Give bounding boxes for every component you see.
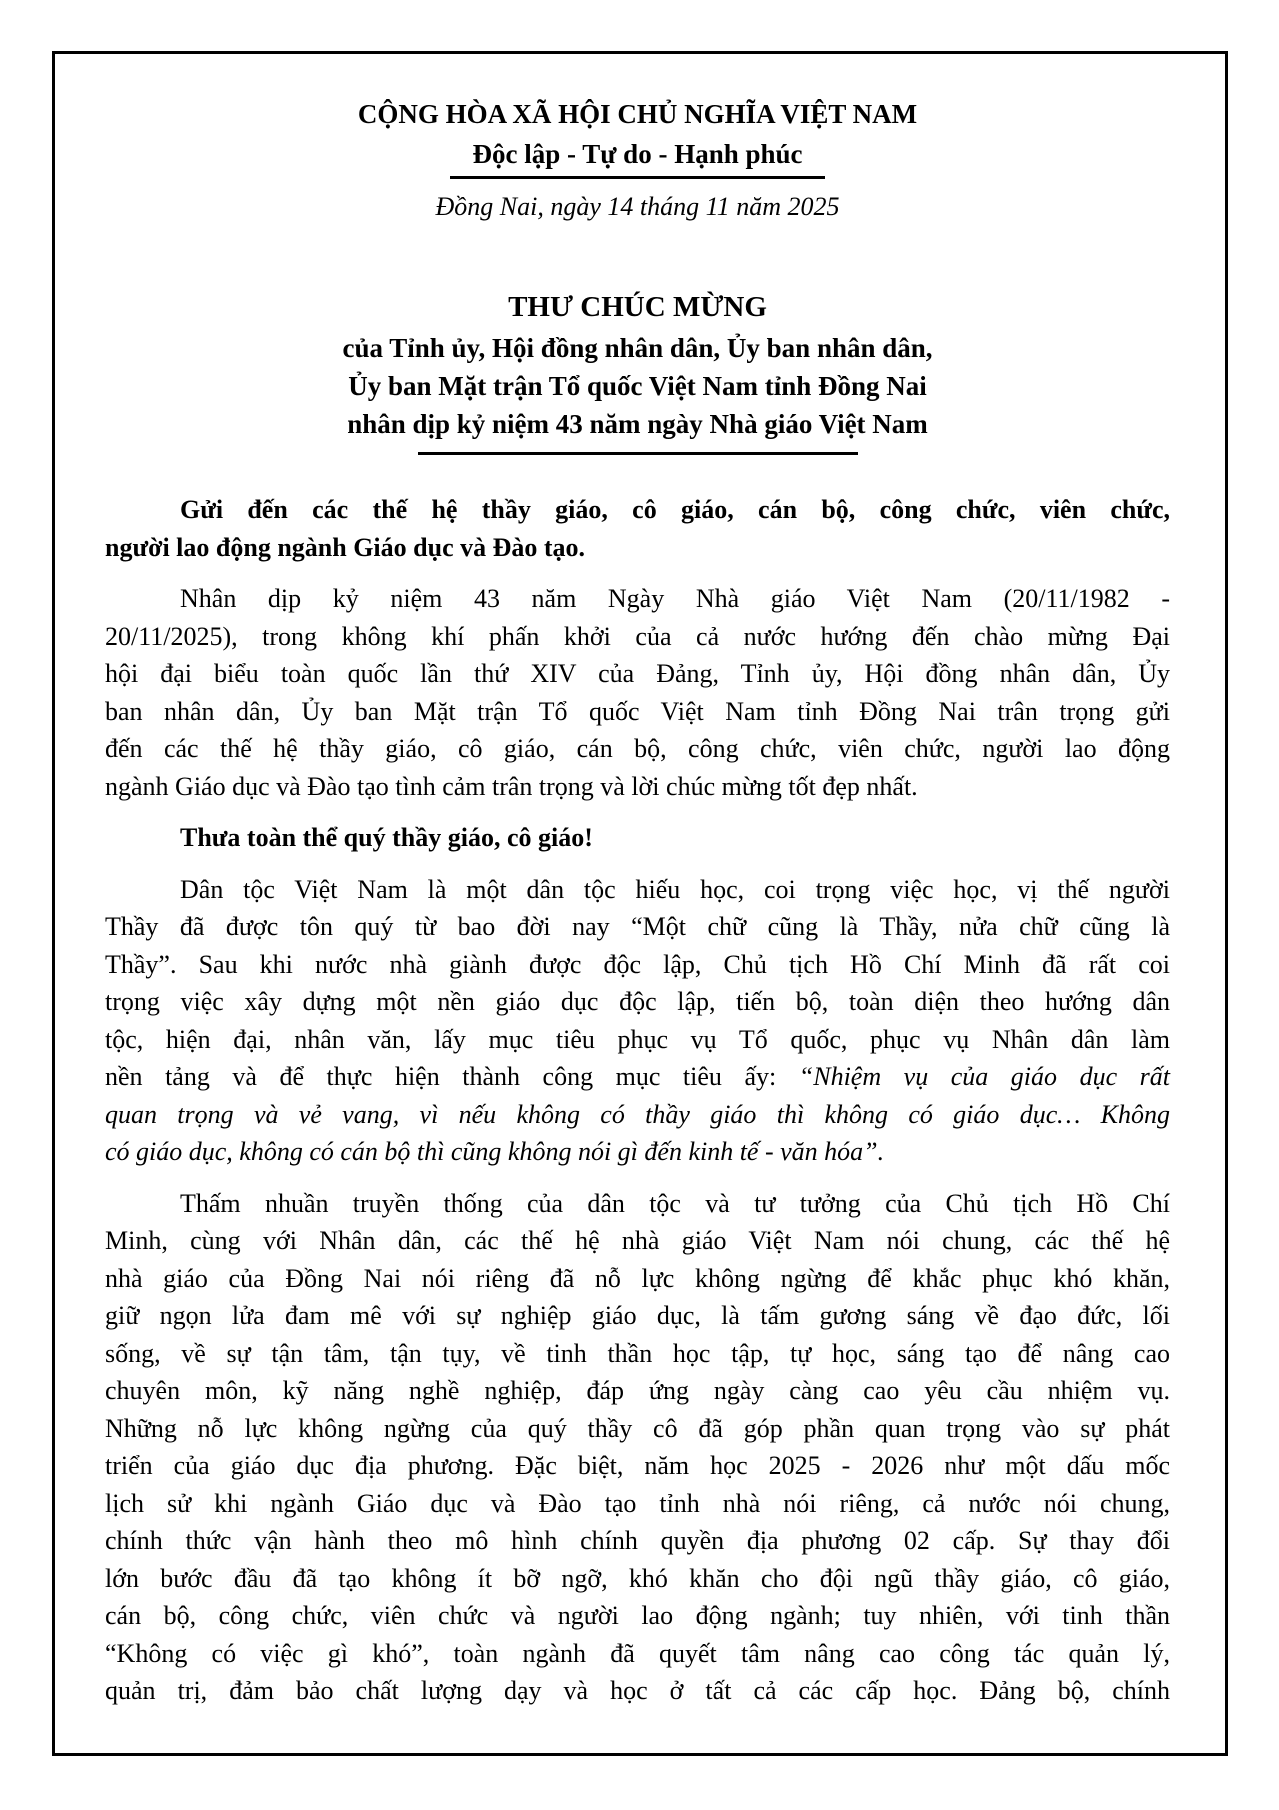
text-segment: trọng việc xây dựng một nền giáo dục độc lập, tiến bộ, toàn diện theo hướng dân bbox=[105, 987, 1170, 1016]
text-segment: “Không có việc gì khó”, toàn ngành đã quyết tâm nâng cao công tác quản lý, bbox=[105, 1638, 1170, 1668]
page-frame bbox=[52, 51, 1228, 1756]
text-line bbox=[105, 693, 1170, 731]
text-line bbox=[105, 983, 1170, 1021]
text-segment: Thầy đã được tôn quý từ bao đời nay “Một chữ cũng là Thầy, nửa chữ cũng là bbox=[105, 912, 1170, 941]
text-line bbox=[105, 1021, 1170, 1059]
document-subtitle-line-2: Ủy ban Mặt trận Tổ quốc Việt Nam tỉnh Đồng Nai bbox=[348, 371, 927, 401]
text-segment: chuyên môn, kỹ năng nghề nghiệp, đáp ứng ngày càng cao yêu cầu nhiệm vụ. bbox=[105, 1376, 1170, 1405]
text-line bbox=[105, 529, 1170, 567]
text-line bbox=[105, 1635, 1170, 1673]
text-segment: lớn bước đầu đã tạo không ít bỡ ngỡ, khó khăn cho đội ngũ thầy giáo, cô giáo, bbox=[105, 1563, 1170, 1593]
text-segment: giữ ngọn lửa đam mê với sự nghiệp giáo dục, là tấm gương sáng về đạo đức, lối bbox=[105, 1301, 1170, 1330]
text-line bbox=[105, 946, 1170, 984]
text-line bbox=[105, 768, 1170, 806]
title-divider bbox=[418, 452, 858, 455]
text-segment: hội đại biểu toàn quốc lần thứ XIV của Đảng, Tỉnh ủy, Hội đồng nhân dân, Ủy bbox=[105, 659, 1170, 688]
text-line bbox=[105, 1058, 1170, 1096]
text-line bbox=[105, 1096, 1170, 1134]
document-body bbox=[105, 491, 1170, 1710]
text-line bbox=[105, 1485, 1170, 1523]
text-line bbox=[105, 819, 1170, 857]
text-segment: chính thức vận hành theo mô hình chính quyền địa phương 02 cấp. Sự thay đổi bbox=[105, 1526, 1170, 1555]
text-segment: ban nhân dân, Ủy ban Mặt trận Tổ quốc Việt Nam tỉnh Đồng Nai trân trọng gửi bbox=[105, 696, 1170, 726]
text-segment: quản trị, đảm bảo chất lượng dạy và học ở tất cả các cấp học. Đảng bộ, chính bbox=[105, 1676, 1170, 1705]
text-line bbox=[105, 1185, 1170, 1223]
text-line bbox=[105, 1222, 1170, 1260]
text-segment: nền tảng và để thực hiện thành công mục tiêu ấy: bbox=[105, 1062, 799, 1091]
text-line bbox=[105, 1410, 1170, 1448]
text-line bbox=[105, 1672, 1170, 1710]
text-line bbox=[105, 1133, 1170, 1171]
paragraph-opening bbox=[105, 580, 1170, 805]
italic-text-segment: “Nhiệm vụ của giáo dục rất bbox=[798, 1062, 1170, 1091]
italic-text-segment: quan trọng và vẻ vang, vì nếu không có thầy giáo thì không có giáo dục… Không bbox=[105, 1099, 1170, 1129]
text-segment: cán bộ, công chức, viên chức và người lao động ngành; tuy nhiên, với tinh thần bbox=[105, 1601, 1170, 1630]
document-subtitle-line-1: của Tỉnh ủy, Hội đồng nhân dân, Ủy ban nhân dân, bbox=[342, 333, 933, 363]
document-subtitle-line-3: nhân dịp kỷ niệm 43 năm ngày Nhà giáo Việt Nam bbox=[347, 409, 928, 439]
text-segment: Minh, cùng với Nhân dân, các thế hệ nhà giáo Việt Nam nói chung, các thế hệ bbox=[105, 1226, 1170, 1255]
text-line bbox=[105, 1560, 1170, 1598]
text-segment: đến các thế hệ thầy giáo, cô giáo, cán bộ, công chức, viên chức, người lao động bbox=[105, 734, 1170, 763]
text-line bbox=[105, 1522, 1170, 1560]
text-segment: sống, về sự tận tâm, tận tụy, về tinh thần học tập, tự học, sáng tạo để nâng cao bbox=[105, 1338, 1170, 1368]
text-line bbox=[105, 871, 1170, 909]
text-segment: Những nỗ lực không ngừng của quý thầy cô đã góp phần quan trọng vào sự phát bbox=[105, 1413, 1170, 1443]
salutation-line bbox=[105, 819, 1170, 857]
text-line bbox=[105, 1597, 1170, 1635]
text-segment: nhà giáo của Đồng Nai nói riêng đã nỗ lực không ngừng để khắc phục khó khăn, bbox=[105, 1263, 1170, 1293]
document-title: THƯ CHÚC MỪNG bbox=[508, 291, 767, 323]
national-title: CỘNG HÒA XÃ HỘI CHỦ NGHĨA VIỆT NAM bbox=[357, 99, 918, 129]
motto: Độc lập - Tự do - Hạnh phúc bbox=[450, 134, 824, 179]
text-segment: Gửi đến các thế hệ thầy giáo, cô giáo, cán bộ, công chức, viên chức, bbox=[180, 495, 1170, 524]
text-line bbox=[105, 491, 1170, 529]
text-segment: Nhân dịp kỷ niệm 43 năm Ngày Nhà giáo Việt Nam (20/11/1982 - bbox=[180, 584, 1170, 613]
text-line bbox=[105, 730, 1170, 768]
text-segment: triển của giáo dục địa phương. Đặc biệt, năm học 2025 - 2026 như một dấu mốc bbox=[105, 1451, 1170, 1480]
motto-line bbox=[105, 134, 1170, 179]
text-line bbox=[105, 1335, 1170, 1373]
text-segment: Thưa toàn thể quý thầy giáo, cô giáo! bbox=[180, 823, 593, 852]
text-segment: 20/11/2025), trong không khí phấn khởi của cả nước hướng đến chào mừng Đại bbox=[105, 621, 1170, 651]
text-segment: Dân tộc Việt Nam là một dân tộc hiếu học, coi trọng việc học, vị thế người bbox=[180, 874, 1170, 904]
greeting-paragraph bbox=[105, 491, 1170, 566]
text-line bbox=[105, 908, 1170, 946]
text-segment: người lao động ngành Giáo dục và Đào tạo. bbox=[105, 532, 586, 562]
italic-text-segment: có giáo dục, không có cán bộ thì cũng không nói gì đến kinh tế - văn hóa”. bbox=[105, 1137, 885, 1166]
text-line bbox=[105, 1297, 1170, 1335]
dateline: Đồng Nai, ngày 14 tháng 11 năm 2025 bbox=[435, 192, 840, 221]
text-segment: tộc, hiện đại, nhân văn, lấy mục tiêu phục vụ Tổ quốc, phục vụ Nhân dân làm bbox=[105, 1024, 1170, 1054]
text-line bbox=[105, 1260, 1170, 1298]
text-line bbox=[105, 580, 1170, 618]
text-segment: Thầy”. Sau khi nước nhà giành được độc lập, Chủ tịch Hồ Chí Minh đã rất coi bbox=[105, 949, 1170, 979]
text-line bbox=[105, 1372, 1170, 1410]
paragraph-dedication bbox=[105, 1185, 1170, 1710]
text-segment: Thấm nhuần truyền thống của dân tộc và tư tưởng của Chủ tịch Hồ Chí bbox=[180, 1188, 1170, 1218]
text-line bbox=[105, 618, 1170, 656]
text-segment: ngành Giáo dục và Đào tạo tình cảm trân trọng và lời chúc mừng tốt đẹp nhất. bbox=[105, 771, 918, 801]
text-line bbox=[105, 1447, 1170, 1485]
text-segment: lịch sử khi ngành Giáo dục và Đào tạo tỉnh nhà nói riêng, cả nước nói chung, bbox=[105, 1488, 1170, 1518]
paragraph-tradition bbox=[105, 871, 1170, 1171]
text-line bbox=[105, 655, 1170, 693]
